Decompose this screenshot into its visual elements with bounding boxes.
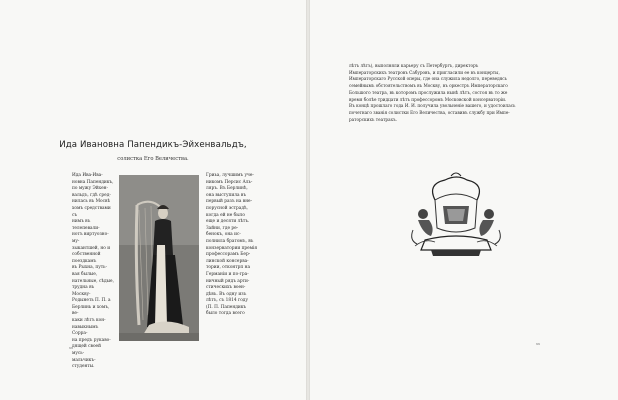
text-line: время болѣе тридцати лѣтъ профессоромъ Московской консерваторіи.: [349, 96, 507, 102]
text-line: еще и десяти лѣтъ.: [206, 219, 250, 225]
text-column-right: [206, 173, 262, 318]
page-number-right: xx: [536, 342, 541, 346]
text-line: вальдъ, гдѣ сред-: [72, 192, 111, 198]
harpist-figure-icon: [119, 175, 199, 341]
text-line: лѣтъ лѣтъ), выполняли карьеру съ Петербургъ, директоръ: [349, 63, 479, 68]
text-line: порусной эстрадѣ,: [206, 205, 248, 211]
article-subtitle: солистка Его Величества.: [117, 156, 189, 162]
text-line: собственной поездкамъ: [72, 252, 101, 264]
text-line: раторскихъ театрахъ.: [349, 116, 397, 122]
text-line: дящей своей мусь-: [72, 344, 101, 357]
text-line: нотъ виртуозно-му-: [72, 232, 109, 244]
text-line: (П. П. Папендикъ: [206, 304, 247, 310]
text-line: почетнаго званія солистки Его Величества, оставивъ службу при Импе-: [349, 109, 510, 115]
text-line: навыкнымъ Сорра-: [72, 324, 99, 337]
text-line: лѣтъ, съ 1814 году: [206, 298, 248, 304]
text-line: семейнымъ обстоятельствомъ въ Москву, въ оркестръ Императорскаго: [349, 83, 508, 89]
text-line: ляръ. Въ Берлинѣ,: [206, 186, 248, 192]
text-line: хомъ средствами съ: [72, 205, 111, 218]
text-line: каки лѣтъ кон-: [72, 318, 106, 324]
ornamental-vignette-icon: [405, 170, 507, 258]
text-line: она выступила въ: [206, 192, 247, 198]
text-line: вая былые,: [72, 271, 98, 277]
text-line: Большого театра, въ которомъ прослужила нынѣ лѣтъ, состоя въ то же: [349, 89, 508, 95]
text-line: Гриьа, лучшимъ уче-: [206, 173, 254, 178]
text-line: было тогда всего: [206, 311, 245, 317]
text-line: нилась въ Мосвѣ: [72, 199, 111, 205]
text-line: дѣвъ. Въ одну изъ: [206, 291, 247, 297]
text-line: никомъ Персис Аль-: [206, 179, 253, 185]
text-line: въ Рыхна, путь-: [72, 265, 107, 271]
text-line: Въ концѣ прошлаго года И. И. получила увольненіе вашего, и удостоилась: [349, 103, 516, 109]
text-line: полнила братомъ, въ: [206, 238, 254, 244]
text-line: Зайни, где ре-: [206, 225, 239, 231]
text-line: Родынеть П. П. а: [72, 298, 111, 304]
text-line: нательные, сѣдые,: [72, 278, 114, 284]
text-line: ничный рядъ арти-: [206, 278, 250, 284]
text-line: Германіи и по-гра-: [206, 271, 249, 277]
text-line: новна Папендикъ,: [72, 179, 114, 185]
text-line: конзерватории премія: [206, 245, 258, 251]
article-title: Ида Ивановна Папендикъ-Эйхенвальдъ,: [59, 140, 247, 150]
text-line: мальчикъ-студенты.: [72, 357, 96, 370]
text-line: профессорамъ Бер-: [206, 252, 251, 258]
text-line: на предъ рукаво-: [72, 337, 111, 343]
text-line: Ида Ива-Ива-: [72, 173, 103, 178]
text-line: Императорскихъ театровъ Сабуровъ, и пригласили ее въ концерты,: [349, 69, 500, 75]
portrait-photo: [119, 175, 199, 341]
text-line: линской консерва-: [206, 258, 249, 264]
left-page: [0, 0, 306, 400]
page-number: xx: [69, 346, 74, 350]
text-line: тории, отконтрп на: [206, 265, 251, 271]
text-line: бенокъ, она ис-: [206, 232, 241, 238]
text-line: нимъ въ телепевали-: [72, 219, 100, 231]
text-line: Императорскаго Русской оперы, где она служила недолго, переведясь: [349, 76, 507, 82]
text-line: трудна въ Москву-: [72, 285, 95, 297]
text-line: зыкантшей, но и: [72, 245, 111, 251]
continued-text: [349, 63, 543, 123]
text-line: когда ей не было: [206, 212, 245, 218]
text-line: по мужу Эйхен-: [72, 186, 108, 192]
text-line: стическихъ воен-: [206, 285, 246, 291]
text-line: первый разъ на вне-: [206, 199, 253, 205]
text-line: Берлинь и хомъ, ве-: [72, 304, 110, 317]
text-column-left: [72, 173, 114, 371]
